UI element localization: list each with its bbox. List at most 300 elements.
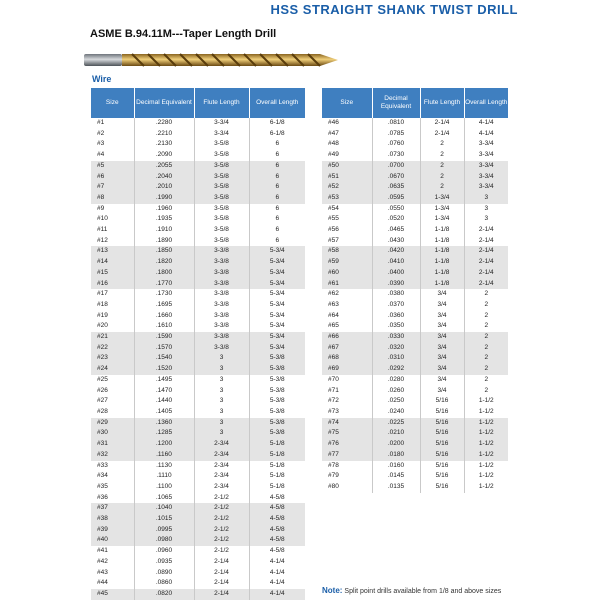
table-row <box>91 300 305 311</box>
cell-overall-length: 4-1/4 <box>269 579 285 587</box>
cell-size: #8 <box>91 193 134 204</box>
cell-overall-length: 5-3/8 <box>269 397 285 405</box>
cell-size: #13 <box>91 246 134 257</box>
cell-flute-length: 3-5/8 <box>194 204 249 215</box>
cell-size: #25 <box>91 375 134 386</box>
cell-flute-length: 2 <box>420 182 464 193</box>
table-row <box>91 493 305 504</box>
cell-decimal: .1495 <box>134 375 194 386</box>
cell-size: #41 <box>91 546 134 557</box>
cell-decimal: .1820 <box>134 257 194 268</box>
cell-flute-length: 5/16 <box>420 439 464 450</box>
table-row <box>322 428 508 439</box>
cell-decimal: .0980 <box>134 535 194 546</box>
table-row <box>322 139 508 150</box>
table-row <box>91 461 305 472</box>
cell-overall-length: 5-3/8 <box>249 418 305 429</box>
cell-decimal: .1850 <box>134 246 194 257</box>
cell-decimal: .0410 <box>372 257 420 268</box>
note-text: Split point drills available from 1/8 and above sizes <box>344 588 502 595</box>
cell-decimal: .0520 <box>372 214 420 225</box>
cell-size: #60 <box>322 268 372 279</box>
cell-size: #42 <box>91 557 134 568</box>
table-row <box>322 129 508 140</box>
table-row <box>322 257 508 268</box>
cell-decimal: .1065 <box>134 493 194 504</box>
cell-size: #2 <box>91 129 134 140</box>
column-header-size: Size <box>91 88 134 118</box>
cell-decimal: .0700 <box>372 161 420 172</box>
cell-flute-length: 5/16 <box>420 450 464 461</box>
cell-size: #65 <box>322 321 372 332</box>
cell-decimal: .0785 <box>372 129 420 140</box>
cell-flute-length: 3/4 <box>420 289 464 300</box>
cell-decimal: .1040 <box>134 503 194 514</box>
cell-overall-length: 2 <box>484 386 489 394</box>
cell-overall-length: 5-3/4 <box>269 311 285 319</box>
cell-decimal: .0225 <box>372 418 420 429</box>
cell-decimal: .0260 <box>372 386 420 397</box>
cell-decimal: .2210 <box>134 129 194 140</box>
cell-overall-length: 3-3/4 <box>478 140 494 148</box>
cell-size: #70 <box>322 375 372 386</box>
cell-size: #77 <box>322 450 372 461</box>
table-header-row <box>322 88 508 118</box>
cell-size: #30 <box>91 428 134 439</box>
cell-overall-length: 2-1/4 <box>464 279 508 290</box>
cell-size: #61 <box>322 279 372 290</box>
cell-flute-length: 3-3/8 <box>194 279 249 290</box>
cell-decimal: .0960 <box>134 546 194 557</box>
cell-flute-length: 2-1/2 <box>194 546 249 557</box>
cell-size: #51 <box>322 172 372 183</box>
cell-size: #40 <box>91 535 134 546</box>
cell-flute-length: 1-1/8 <box>420 246 464 257</box>
cell-flute-length: 2 <box>420 161 464 172</box>
cell-flute-length: 3/4 <box>420 300 464 311</box>
cell-size: #75 <box>322 428 372 439</box>
table-row <box>322 172 508 183</box>
cell-flute-length: 3 <box>194 428 249 439</box>
cell-decimal: .0995 <box>134 525 194 536</box>
cell-flute-length: 5/16 <box>420 471 464 482</box>
cell-size: #22 <box>91 343 134 354</box>
cell-decimal: .0360 <box>372 311 420 322</box>
cell-flute-length: 3-3/8 <box>194 246 249 257</box>
table-row <box>91 172 305 183</box>
cell-size: #21 <box>91 332 134 343</box>
cell-decimal: .1470 <box>134 386 194 397</box>
table-row <box>91 375 305 386</box>
cell-overall-length: 4-5/8 <box>249 525 305 536</box>
cell-decimal: .2055 <box>134 161 194 172</box>
cell-overall-length: 4-1/4 <box>249 589 305 600</box>
cell-flute-length: 2-1/4 <box>420 118 464 129</box>
table-row <box>322 182 508 193</box>
cell-flute-length: 3 <box>194 386 249 397</box>
cell-size: #9 <box>91 204 134 215</box>
cell-decimal: .0730 <box>372 150 420 161</box>
cell-size: #27 <box>91 396 134 407</box>
table-row <box>322 482 508 493</box>
cell-overall-length: 5-3/4 <box>249 279 305 290</box>
cell-overall-length: 5-3/8 <box>249 364 305 375</box>
cell-size: #34 <box>91 471 134 482</box>
table-row <box>91 268 305 279</box>
table-row <box>322 289 508 300</box>
cell-decimal: .1570 <box>134 343 194 354</box>
cell-decimal: .1405 <box>134 407 194 418</box>
table-row <box>91 246 305 257</box>
table-row <box>91 332 305 343</box>
cell-overall-length: 6-1/8 <box>269 119 285 126</box>
cell-flute-length: 2-3/4 <box>194 461 249 472</box>
cell-size: #54 <box>322 204 372 215</box>
cell-overall-length: 6 <box>275 226 280 234</box>
cell-flute-length: 5/16 <box>420 418 464 429</box>
cell-decimal: .0550 <box>372 204 420 215</box>
cell-size: #11 <box>91 225 134 236</box>
cell-flute-length: 2-1/4 <box>194 568 249 579</box>
cell-decimal: .1800 <box>134 268 194 279</box>
table-row <box>91 161 305 172</box>
table-row <box>322 343 508 354</box>
cell-flute-length: 3-3/8 <box>194 332 249 343</box>
cell-overall-length: 1-1/2 <box>464 428 508 439</box>
table-row <box>91 236 305 247</box>
table-row <box>322 396 508 407</box>
cell-overall-length: 5-3/4 <box>249 246 305 257</box>
drill-size-table-right <box>322 88 508 493</box>
cell-flute-length: 5/16 <box>420 428 464 439</box>
cell-flute-length: 1-3/4 <box>420 193 464 204</box>
cell-flute-length: 2-1/4 <box>420 129 464 140</box>
cell-flute-length: 3 <box>194 407 249 418</box>
cell-decimal: .2090 <box>134 150 194 161</box>
cell-flute-length: 2 <box>420 172 464 183</box>
table-row <box>91 535 305 546</box>
table-row <box>91 353 305 364</box>
table-header-row <box>91 88 305 118</box>
cell-decimal: .0890 <box>134 568 194 579</box>
cell-size: #39 <box>91 525 134 536</box>
cell-flute-length: 3/4 <box>420 353 464 364</box>
table-row <box>91 311 305 322</box>
cell-size: #18 <box>91 300 134 311</box>
cell-overall-length: 3 <box>484 204 489 212</box>
cell-decimal: .1200 <box>134 439 194 450</box>
cell-overall-length: 4-1/4 <box>478 129 494 137</box>
cell-overall-length: 4-1/4 <box>269 568 285 576</box>
cell-decimal: .0292 <box>372 364 420 375</box>
cell-overall-length: 6 <box>275 236 280 244</box>
table-row <box>322 375 508 386</box>
table-row <box>91 589 305 600</box>
cell-decimal: .1130 <box>134 461 194 472</box>
cell-overall-length: 5-1/8 <box>269 461 285 469</box>
cell-size: #7 <box>91 182 134 193</box>
table-row <box>322 418 508 429</box>
cell-overall-length: 3 <box>484 215 489 223</box>
cell-size: #45 <box>91 589 134 600</box>
drill-size-table-left <box>91 88 305 600</box>
cell-decimal: .1890 <box>134 236 194 247</box>
cell-overall-length: 6-1/8 <box>269 129 285 137</box>
cell-overall-length: 2 <box>484 311 489 319</box>
cell-decimal: .0635 <box>372 182 420 193</box>
cell-size: #15 <box>91 268 134 279</box>
cell-overall-length: 6 <box>249 193 305 204</box>
cell-overall-length: 2-1/4 <box>464 257 508 268</box>
cell-flute-length: 3-3/8 <box>194 268 249 279</box>
cell-size: #16 <box>91 279 134 290</box>
cell-size: #48 <box>322 139 372 150</box>
cell-size: #57 <box>322 236 372 247</box>
cell-overall-length: 1-1/2 <box>478 397 494 405</box>
cell-size: #33 <box>91 461 134 472</box>
cell-overall-length: 3-3/4 <box>478 151 494 159</box>
cell-decimal: .0250 <box>372 396 420 407</box>
cell-overall-length: 6 <box>249 172 305 183</box>
cell-decimal: .2040 <box>134 172 194 183</box>
cell-decimal: .1160 <box>134 450 194 461</box>
cell-decimal: .0465 <box>372 225 420 236</box>
cell-decimal: .1360 <box>134 418 194 429</box>
column-header-size: Size <box>322 88 372 118</box>
cell-flute-length: 3 <box>194 396 249 407</box>
cell-decimal: .1935 <box>134 214 194 225</box>
cell-flute-length: 2-1/4 <box>194 589 249 600</box>
cell-flute-length: 3-3/8 <box>194 257 249 268</box>
cell-size: #20 <box>91 321 134 332</box>
cell-size: #17 <box>91 289 134 300</box>
cell-decimal: .0670 <box>372 172 420 183</box>
cell-flute-length: 3-5/8 <box>194 182 249 193</box>
cell-flute-length: 3-5/8 <box>194 150 249 161</box>
cell-flute-length: 1-1/8 <box>420 268 464 279</box>
cell-overall-length: 4-5/8 <box>249 514 305 525</box>
cell-overall-length: 1-1/2 <box>464 418 508 429</box>
cell-flute-length: 3-5/8 <box>194 193 249 204</box>
table-row <box>91 450 305 461</box>
cell-flute-length: 2-1/2 <box>194 525 249 536</box>
cell-overall-length: 1-1/2 <box>478 407 494 415</box>
cell-overall-length: 2-1/4 <box>464 268 508 279</box>
table-row <box>322 364 508 375</box>
cell-size: #5 <box>91 161 134 172</box>
column-header-overall: Overall Length <box>464 88 508 118</box>
table-row <box>322 214 508 225</box>
cell-flute-length: 1-1/8 <box>420 225 464 236</box>
cell-decimal: .1590 <box>134 332 194 343</box>
cell-decimal: .0145 <box>372 471 420 482</box>
cell-size: #26 <box>91 386 134 397</box>
cell-decimal: .0820 <box>134 589 194 600</box>
table-row <box>322 193 508 204</box>
cell-overall-length: 2-1/4 <box>464 246 508 257</box>
cell-size: #29 <box>91 418 134 429</box>
cell-flute-length: 3-5/8 <box>194 172 249 183</box>
table-row <box>91 139 305 150</box>
table-row <box>322 439 508 450</box>
cell-overall-length: 5-3/4 <box>269 322 285 330</box>
table-row <box>322 321 508 332</box>
cell-flute-length: 3-3/4 <box>194 118 249 129</box>
cell-overall-length: 3-3/4 <box>464 172 508 183</box>
table-row <box>322 225 508 236</box>
table-row <box>322 407 508 418</box>
cell-overall-length: 1-1/2 <box>478 461 494 469</box>
cell-overall-length: 5-1/8 <box>249 450 305 461</box>
cell-size: #28 <box>91 407 134 418</box>
cell-overall-length: 6 <box>275 204 280 212</box>
cell-decimal: .1015 <box>134 514 194 525</box>
cell-size: #4 <box>91 150 134 161</box>
table-row <box>91 503 305 514</box>
table-row <box>91 568 305 579</box>
cell-flute-length: 2-1/2 <box>194 535 249 546</box>
cell-flute-length: 3-3/8 <box>194 343 249 354</box>
cell-size: #71 <box>322 386 372 397</box>
cell-size: #76 <box>322 439 372 450</box>
column-header-flute: Flute Length <box>194 88 249 118</box>
table-row <box>322 118 508 129</box>
table-row <box>322 332 508 343</box>
cell-flute-length: 2-1/4 <box>194 557 249 568</box>
cell-overall-length: 3-3/4 <box>464 161 508 172</box>
cell-overall-length: 2 <box>484 290 489 298</box>
cell-flute-length: 3 <box>194 364 249 375</box>
cell-flute-length: 3-5/8 <box>194 139 249 150</box>
table-row <box>91 471 305 482</box>
column-header-overall: Overall Length <box>249 88 305 118</box>
cell-overall-length: 2 <box>464 364 508 375</box>
cell-overall-length: 6 <box>249 182 305 193</box>
cell-overall-length: 2 <box>484 375 489 383</box>
cell-overall-length: 5-3/8 <box>269 375 285 383</box>
cell-flute-length: 3-5/8 <box>194 214 249 225</box>
section-label-wire: Wire <box>92 74 112 84</box>
cell-overall-length: 6 <box>275 140 280 148</box>
cell-overall-length: 2 <box>464 343 508 354</box>
table-row <box>91 364 305 375</box>
cell-flute-length: 3 <box>194 418 249 429</box>
cell-decimal: .1610 <box>134 321 194 332</box>
cell-decimal: .1660 <box>134 311 194 322</box>
table-row <box>91 343 305 354</box>
cell-flute-length: 3-3/4 <box>194 129 249 140</box>
cell-size: #38 <box>91 514 134 525</box>
cell-flute-length: 2-1/2 <box>194 503 249 514</box>
cell-overall-length: 2 <box>464 353 508 364</box>
cell-size: #79 <box>322 471 372 482</box>
cell-decimal: .0430 <box>372 236 420 247</box>
cell-overall-length: 2 <box>484 322 489 330</box>
cell-size: #62 <box>322 289 372 300</box>
cell-overall-length: 4-5/8 <box>269 493 285 501</box>
cell-overall-length: 1-1/2 <box>478 482 494 490</box>
cell-overall-length: 2 <box>464 332 508 343</box>
cell-overall-length: 5-3/4 <box>269 290 285 298</box>
cell-size: #14 <box>91 257 134 268</box>
cell-flute-length: 3/4 <box>420 364 464 375</box>
cell-decimal: .0210 <box>372 428 420 439</box>
cell-overall-length: 5-1/8 <box>269 482 285 490</box>
cell-size: #35 <box>91 482 134 493</box>
cell-size: #10 <box>91 214 134 225</box>
cell-overall-length: 5-3/4 <box>249 343 305 354</box>
column-header-decimal: Decimal Equivalent <box>372 88 420 118</box>
table-row <box>91 150 305 161</box>
cell-decimal: .1100 <box>134 482 194 493</box>
cell-size: #32 <box>91 450 134 461</box>
table-body <box>322 118 508 493</box>
table-row <box>322 236 508 247</box>
cell-flute-length: 1-3/4 <box>420 214 464 225</box>
table-row <box>322 386 508 397</box>
cell-flute-length: 5/16 <box>420 407 464 418</box>
cell-overall-length: 5-3/8 <box>269 386 285 394</box>
cell-overall-length: 1-1/2 <box>464 450 508 461</box>
footnote <box>322 586 501 595</box>
cell-decimal: .1285 <box>134 428 194 439</box>
column-header-flute: Flute Length <box>420 88 464 118</box>
cell-flute-length: 1-1/8 <box>420 279 464 290</box>
cell-decimal: .2130 <box>134 139 194 150</box>
cell-overall-length: 1-1/2 <box>478 472 494 480</box>
cell-flute-length: 2-3/4 <box>194 482 249 493</box>
cell-flute-length: 1-3/4 <box>420 204 464 215</box>
table-row <box>91 129 305 140</box>
cell-size: #37 <box>91 503 134 514</box>
cell-flute-length: 2-1/2 <box>194 514 249 525</box>
cell-overall-length: 5-3/8 <box>269 407 285 415</box>
cell-flute-length: 2-3/4 <box>194 439 249 450</box>
cell-decimal: .1960 <box>134 204 194 215</box>
cell-flute-length: 2-3/4 <box>194 450 249 461</box>
cell-size: #68 <box>322 353 372 364</box>
cell-overall-length: 4-5/8 <box>249 503 305 514</box>
cell-size: #72 <box>322 396 372 407</box>
cell-decimal: .0370 <box>372 300 420 311</box>
cell-overall-length: 5-3/4 <box>249 257 305 268</box>
table-row <box>91 418 305 429</box>
cell-decimal: .0180 <box>372 450 420 461</box>
cell-overall-length: 6 <box>249 161 305 172</box>
table-row <box>91 214 305 225</box>
cell-decimal: .1540 <box>134 353 194 364</box>
table-row <box>91 514 305 525</box>
table-row <box>91 482 305 493</box>
cell-size: #63 <box>322 300 372 311</box>
cell-overall-length: 5-1/8 <box>269 472 285 480</box>
cell-overall-length: 2 <box>484 300 489 308</box>
cell-size: #58 <box>322 246 372 257</box>
cell-overall-length: 5-3/4 <box>269 300 285 308</box>
cell-decimal: .0380 <box>372 289 420 300</box>
table-row <box>322 150 508 161</box>
cell-flute-length: 3/4 <box>420 332 464 343</box>
cell-size: #46 <box>322 118 372 129</box>
cell-flute-length: 1-1/8 <box>420 236 464 247</box>
cell-decimal: .1695 <box>134 300 194 311</box>
cell-decimal: .0350 <box>372 321 420 332</box>
cell-flute-length: 3-5/8 <box>194 225 249 236</box>
cell-size: #56 <box>322 225 372 236</box>
cell-decimal: .0860 <box>134 578 194 589</box>
cell-decimal: .0390 <box>372 279 420 290</box>
cell-flute-length: 3-3/8 <box>194 289 249 300</box>
